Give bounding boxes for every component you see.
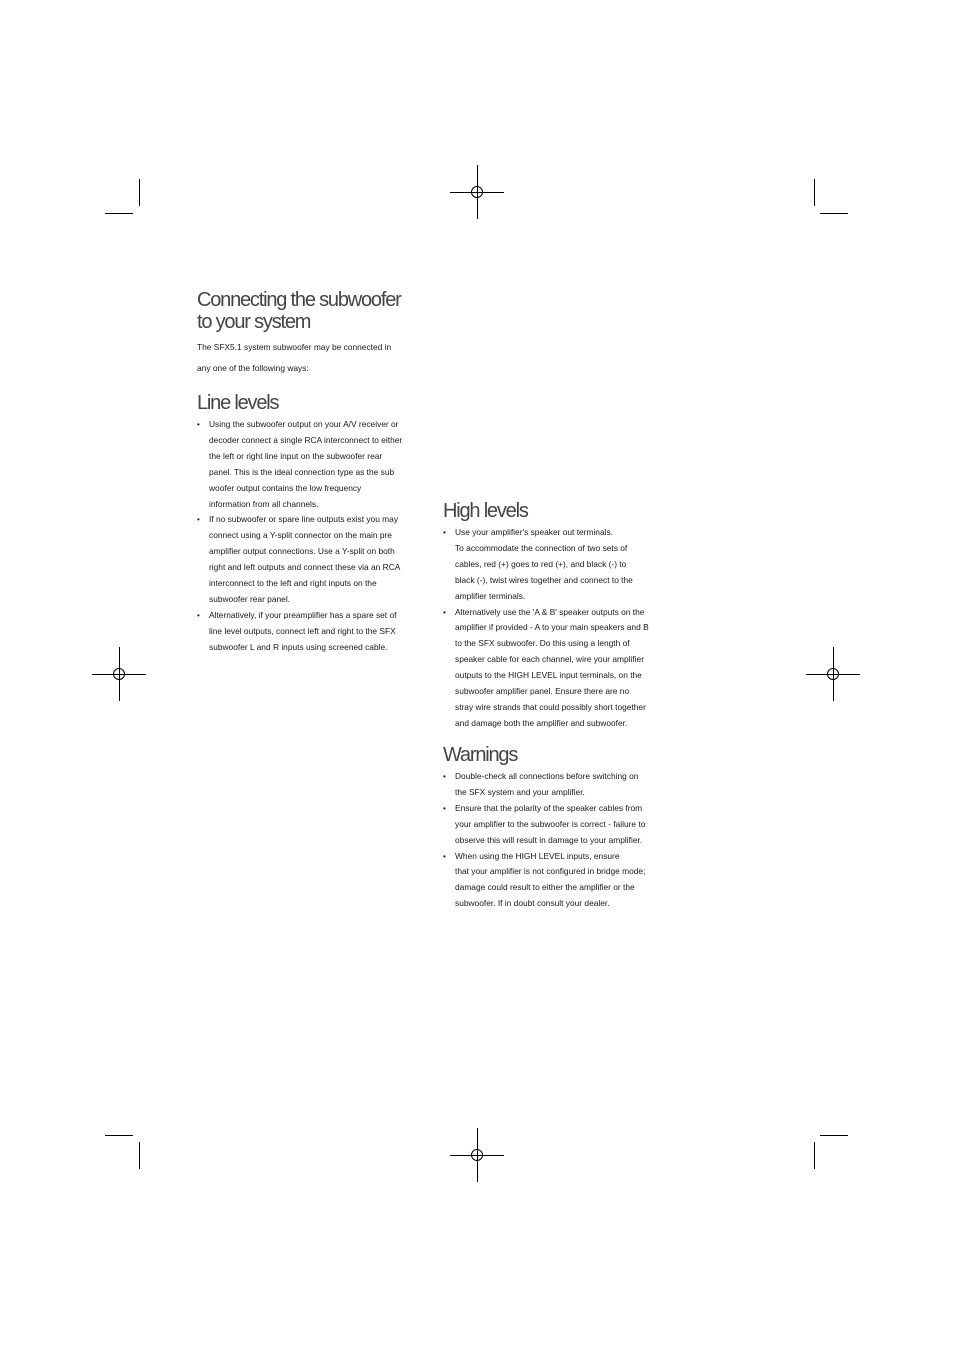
warnings-list (443, 769, 665, 912)
list-item (197, 512, 419, 607)
bullet-icon: • (443, 851, 446, 861)
list-item-line: stray wire strands that could possibly short together (455, 701, 646, 712)
warnings-section (443, 743, 665, 912)
registration-mark-right (806, 647, 860, 701)
high-levels-section (443, 499, 665, 732)
high-levels-list (443, 525, 665, 732)
list-item-line: cables, red (+) goes to red (+), and black (-) to (455, 558, 627, 569)
list-item (443, 769, 665, 801)
intro-line-1: The SFX5.1 system subwoofer may be connected in (197, 342, 392, 352)
crop-mark-bottom-right-vertical (814, 1142, 815, 1169)
list-item-line: black (-), twist wires together and connect to the (455, 574, 633, 585)
list-item-line: that your amplifier is not configured in bridge mode; (455, 866, 646, 877)
page-title (197, 289, 419, 333)
list-item-line: woofer output contains the low frequency (209, 482, 362, 493)
line-levels-heading: Line levels (197, 392, 279, 414)
bullet-icon: • (197, 420, 200, 429)
list-item-line: speaker cable for each channel, wire your amplifier (455, 654, 644, 665)
list-item-line: panel. This is the ideal connection type as the sub (209, 466, 395, 477)
bullet-icon: • (443, 772, 446, 781)
list-item-line: Ensure that the polarity of the speaker cables from (455, 802, 643, 813)
list-item-line: your amplifier to the subwoofer is correct - failure to (455, 818, 646, 829)
list-item-line: To accommodate the connection of two sets of (455, 542, 628, 553)
left-column (197, 289, 419, 656)
list-item-line: and damage both the amplifier and subwoofer. (455, 717, 628, 728)
list-item (443, 605, 665, 732)
crop-mark-top-right-vertical (814, 179, 815, 206)
page-title-line-1: Connecting the subwoofer (197, 289, 401, 311)
list-item-line: When using the HIGH LEVEL inputs, ensure (455, 850, 620, 861)
registration-mark-top (450, 165, 504, 219)
crop-mark-bottom-right-horizontal (820, 1135, 848, 1136)
list-item-line: amplifier terminals. (455, 590, 526, 601)
list-item (197, 608, 419, 656)
list-item-line: Use your amplifier's speaker out terminals. (455, 527, 613, 537)
bullet-icon: • (443, 528, 446, 537)
warnings-heading: Warnings (443, 744, 518, 766)
crop-mark-bottom-left-vertical (139, 1142, 140, 1169)
high-levels-heading: High levels (443, 500, 528, 522)
list-item (443, 849, 665, 913)
list-item-line: Using the subwoofer output on your A/V receiver or (209, 419, 399, 429)
list-item-line: line level outputs, connect left and right to the SFX (209, 625, 396, 636)
list-item-line: subwoofer amplifier panel. Ensure there are no (455, 686, 630, 697)
list-item-line: amplifier output connections. Use a Y-split on both (209, 546, 395, 557)
registration-mark-left (92, 647, 146, 701)
crop-mark-top-right-horizontal (820, 213, 848, 214)
list-item-line: Alternatively, if your preamplifier has a spare set of (209, 609, 397, 620)
list-item-line: connect using a Y-split connector on the main pre (209, 530, 392, 541)
list-item-line: observe this will result in damage to your amplifier. (455, 834, 643, 845)
list-item-line: the left or right line input on the subwoofer rear (209, 450, 383, 461)
registration-mark-bottom (450, 1128, 504, 1182)
list-item-line: decoder connect a single RCA interconnect to either (209, 434, 403, 445)
list-item-line: damage could result to either the amplifier or the (455, 882, 635, 893)
bullet-icon: • (197, 610, 200, 620)
list-item-line: the SFX system and your amplifier. (455, 786, 585, 797)
intro-paragraph (197, 337, 412, 379)
list-item (197, 417, 419, 512)
bullet-icon: • (443, 803, 446, 813)
list-item-line: Double-check all connections before switching on (455, 771, 639, 781)
list-item-line: right and left outputs and connect these via an RCA (209, 562, 401, 573)
list-item-line: If no subwoofer or spare line outputs exist you may (209, 514, 399, 525)
list-item (443, 525, 665, 605)
line-levels-list (197, 417, 419, 656)
list-item-line: Alternatively use the 'A & B' speaker outputs on the (455, 606, 645, 617)
list-item-line: subwoofer rear panel. (209, 593, 291, 604)
bullet-icon: • (443, 607, 446, 617)
crop-mark-bottom-left-horizontal (105, 1135, 133, 1136)
list-item-line: subwoofer L and R inputs using screened cable. (209, 641, 388, 652)
list-item-line: outputs to the HIGH LEVEL input terminals, on the (455, 670, 642, 681)
crop-mark-top-left-vertical (139, 179, 140, 206)
list-item-line: information from all channels. (209, 498, 319, 509)
list-item-line: amplifier if provided - A to your main speakers and B (455, 622, 649, 633)
list-item (443, 801, 665, 849)
intro-line-2: any one of the following ways: (197, 363, 309, 373)
crop-mark-top-left-horizontal (105, 213, 133, 214)
page-title-line-2: to your system (197, 311, 311, 333)
list-item-line: subwoofer. If in doubt consult your dealer. (455, 898, 610, 909)
list-item-line: to the SFX subwoofer. Do this using a length of (455, 638, 630, 649)
list-item-line: interconnect to the left and right inputs on the (209, 578, 377, 589)
bullet-icon: • (197, 515, 200, 525)
